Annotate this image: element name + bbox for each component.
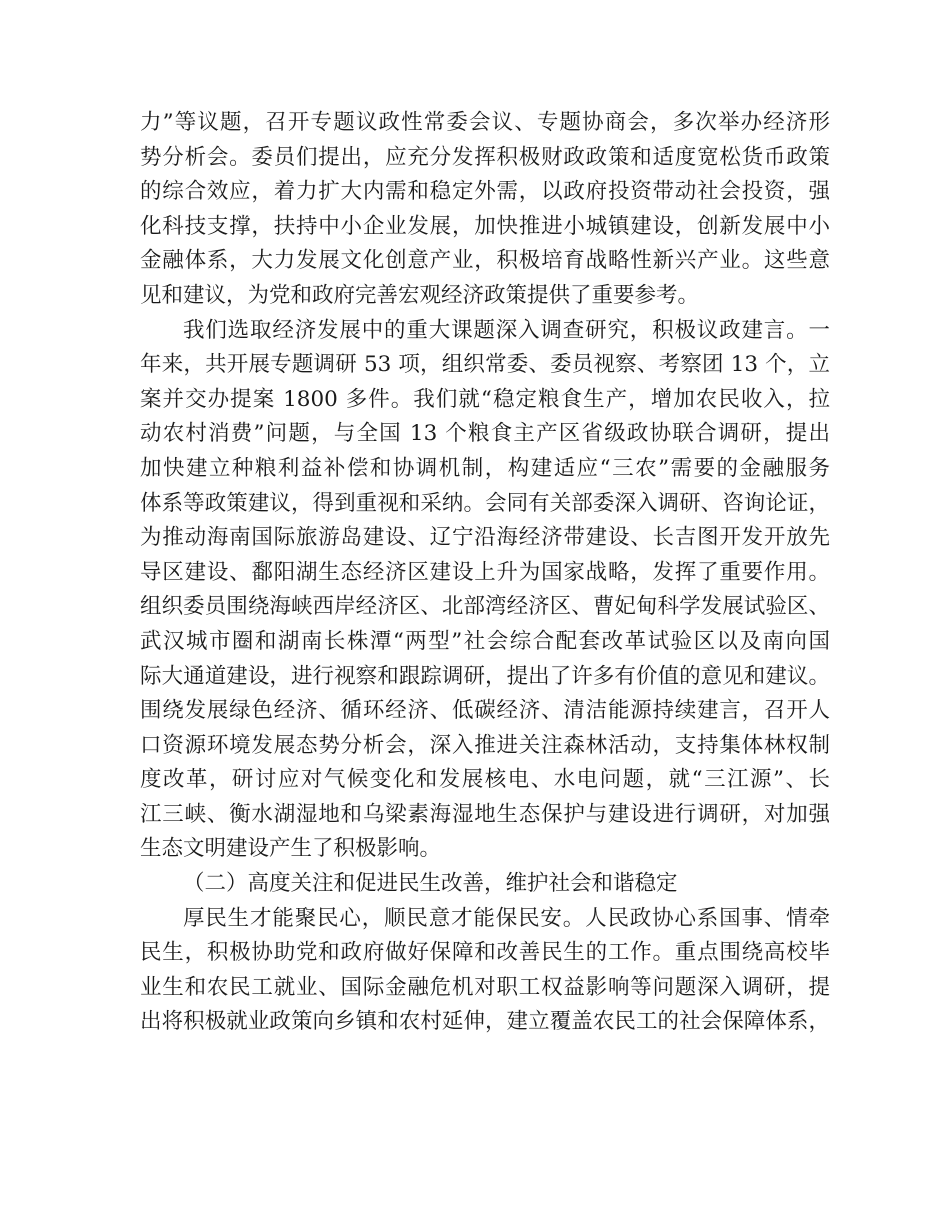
- text-line: 际大通道建设，进行视察和跟踪调研，提出了许多有价值的意见和建议。: [140, 663, 830, 689]
- text-line: 武汉城市圈和湖南长株潭“两型”社会综合配套改革试验区以及南向国: [140, 628, 830, 654]
- text-line: 加快建立种粮利益补偿和协调机制，构建适应“三农”需要的金融服务: [140, 455, 830, 481]
- text-line: 度改革，研讨应对气候变化和发展核电、水电问题，就“三江源”、长: [140, 767, 830, 793]
- text-line: 厚民生才能聚民心，顺民意才能保民安。人民政协心系国事、情牵: [183, 905, 830, 931]
- text-line: 势分析会。委员们提出，应充分发挥积极财政政策和适度宽松货币政策: [140, 144, 830, 170]
- text-line: 江三峡、衡水湖湿地和乌梁素海湿地生态保护与建设进行调研，对加强: [140, 801, 830, 827]
- text-line: 围绕发展绿色经济、循环经济、低碳经济、清洁能源持续建言，召开人: [140, 698, 830, 724]
- text-line: 我们选取经济发展中的重大课题深入调查研究，积极议政建言。一: [183, 317, 830, 343]
- text-line: 动农村消费”问题，与全国 13 个粮食主产区省级政协联合调研，提出: [140, 421, 830, 447]
- text-line: 业生和农民工就业、国际金融危机对职工权益影响等问题深入调研，提: [140, 974, 830, 1000]
- text-line: 民生，积极协助党和政府做好保障和改善民生的工作。重点围绕高校毕: [140, 940, 830, 966]
- text-line: 力”等议题，召开专题议政性常委会议、专题协商会，多次举办经济形: [140, 110, 830, 135]
- text-line: 案并交办提案 1800 多件。我们就“稳定粮食生产，增加农民收入，拉: [140, 386, 830, 412]
- text-line: 的综合效应，着力扩大内需和稳定外需，以政府投资带动社会投资，强: [140, 179, 830, 205]
- text-line: 见和建议，为党和政府完善宏观经济政策提供了重要参考。: [140, 282, 700, 308]
- text-line: 为推动海南国际旅游岛建设、辽宁沿海经济带建设、长吉图开发开放先: [140, 525, 830, 551]
- text-line: 组织委员围绕海峡西岸经济区、北部湾经济区、曹妃甸科学发展试验区、: [140, 594, 830, 620]
- section-heading: （二）高度关注和促进民生改善，维护社会和谐稳定: [183, 871, 678, 897]
- text-line: 生态文明建设产生了积极影响。: [140, 836, 442, 862]
- body-text: [140, 106, 830, 1040]
- text-line: 体系等政策建议，得到重视和采纳。会同有关部委深入调研、咨询论证，: [140, 490, 830, 516]
- text-line: 年来，共开展专题调研 53 项，组织常委、委员视察、考察团 13 个，立: [140, 352, 830, 378]
- text-line: 金融体系，大力发展文化创意产业，积极培育战略性新兴产业。这些意: [140, 248, 830, 274]
- text-line: 出将积极就业政策向乡镇和农村延伸，建立覆盖农民工的社会保障体系，: [140, 1009, 830, 1035]
- text-line: 导区建设、鄱阳湖生态经济区建设上升为国家战略，发挥了重要作用。: [140, 559, 830, 585]
- text-line: 口资源环境发展态势分析会，深入推进关注森林活动，支持集体林权制: [140, 732, 830, 758]
- text-line: 化科技支撑，扶持中小企业发展，加快推进小城镇建设，创新发展中小: [140, 213, 830, 239]
